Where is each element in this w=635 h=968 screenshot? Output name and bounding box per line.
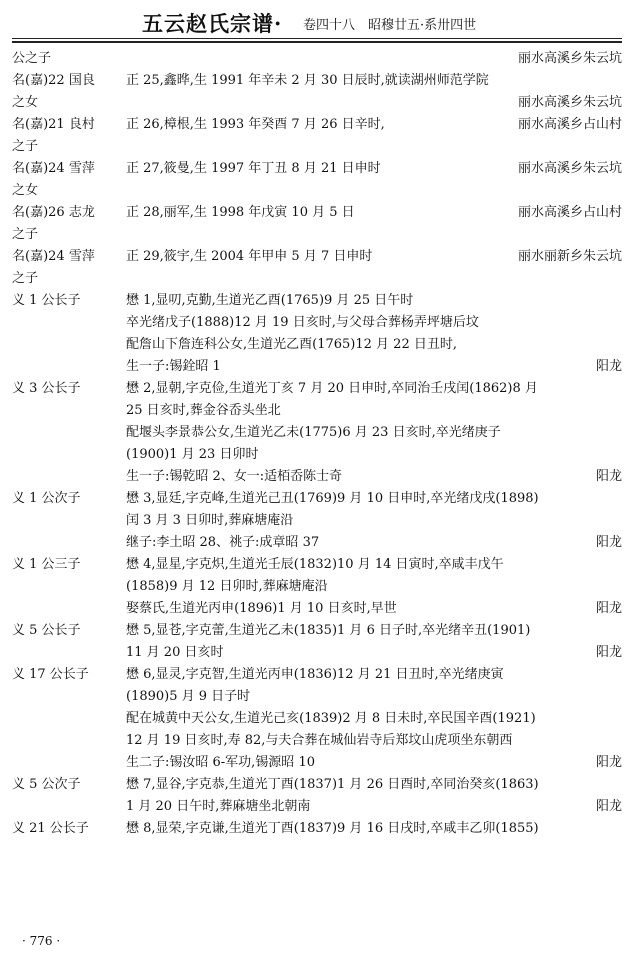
- entry-parent: [12, 114, 126, 158]
- parent-line: 名(嘉)26 志龙: [12, 205, 95, 220]
- entry-line: 1 月 20 日午时,葬麻塘坐北朝南: [126, 799, 311, 814]
- entry-parent: [12, 774, 126, 796]
- entry-line: 正 27,筱曼,生 1997 年丁丑 8 月 21 日申时: [126, 161, 381, 176]
- entry-body: [126, 290, 624, 378]
- entry-line: 配在城黄中天公女,生道光己亥(1839)2 月 8 日未时,卒民国辛酉(1921): [126, 711, 536, 726]
- entry-place: 丽水高溪乡朱云坑: [517, 95, 622, 110]
- entry-parent: [12, 554, 126, 576]
- entry-line: 配詹山下詹连科公女,生道光乙酉(1765)12 月 22 日丑时,: [126, 337, 457, 352]
- entry-line: 生一子:锡乾昭 2、女一:适栢岙陈士奇: [126, 469, 343, 484]
- entry-line: 闰 3 月 3 日卯时,葬麻塘庵沿: [126, 513, 294, 528]
- header-rule-thick: [12, 41, 622, 43]
- entry-parent: [12, 158, 126, 202]
- genealogy-entry: [12, 48, 624, 70]
- entry-line: 懋 2,显朝,字克俭,生道光丁亥 7 月 20 日申时,卒同治壬戌闰(1862)8 月: [126, 381, 538, 396]
- page-header: [0, 6, 635, 36]
- entry-line: 懋 4,显星,字克炽,生道光壬辰(1832)10 月 14 日寅时,卒咸丰戊午: [126, 557, 504, 572]
- genealogy-entry: [12, 620, 624, 664]
- genealogy-entry: [12, 818, 624, 840]
- parent-line: 名(嘉)24 雪萍: [12, 249, 95, 264]
- entry-place: 阳龙: [595, 645, 622, 660]
- parent-line: 之子: [12, 227, 39, 242]
- entry-body: [126, 70, 624, 114]
- entry-body: [126, 774, 624, 818]
- book-title: 五云赵氏宗谱·: [142, 11, 283, 36]
- entry-place: 丽水高溪乡占山村: [517, 117, 622, 132]
- genealogy-entry: [12, 202, 624, 246]
- parent-line: 之女: [12, 95, 39, 110]
- entry-body: [126, 664, 624, 774]
- entry-line: 懋 7,显谷,字克恭,生道光丁酉(1837)1 月 26 日酉时,卒同治癸亥(1863): [126, 777, 539, 792]
- entry-body: [126, 48, 624, 70]
- parent-line: 之子: [12, 139, 39, 154]
- genealogy-entries: [12, 48, 624, 840]
- genealogy-entry: [12, 378, 624, 488]
- entry-body: [126, 554, 624, 620]
- parent-line: 义 5 公次子: [12, 777, 81, 792]
- genealogy-entry: [12, 664, 624, 774]
- parent-line: 公之子: [12, 51, 52, 66]
- entry-parent: [12, 202, 126, 246]
- entry-line: (1900)1 月 23 日卯时: [126, 447, 259, 462]
- entry-line: 25 日亥时,葬金谷岙头坐北: [126, 403, 281, 418]
- parent-line: 义 21 公长子: [12, 821, 89, 836]
- entry-parent: [12, 246, 126, 290]
- parent-line: 义 3 公长子: [12, 381, 81, 396]
- entry-line: 懋 5,显苍,字克蕾,生道光乙未(1835)1 月 6 日子时,卒光绪辛丑(1901): [126, 623, 531, 638]
- parent-line: 义 1 公长子: [12, 293, 81, 308]
- entry-body: [126, 488, 624, 554]
- entry-parent: [12, 70, 126, 114]
- entry-parent: [12, 378, 126, 400]
- entry-body: [126, 620, 624, 664]
- entry-body: [126, 202, 624, 224]
- entry-line: 娶蔡氏,生道光丙申(1896)1 月 10 日亥时,早世: [126, 601, 397, 616]
- entry-body: [126, 818, 624, 840]
- entry-line: 懋 1,显叨,克勤,生道光乙酉(1765)9 月 25 日午时: [126, 293, 414, 308]
- volume-subtitle: 卷四十八 昭穆廿五·系卅四世: [303, 18, 477, 33]
- entry-line: 懋 8,显荣,字克谦,生道光丁酉(1837)9 月 16 日戌时,卒咸丰乙卯(1855): [126, 821, 539, 836]
- entry-place: 丽水高溪乡朱云坑: [517, 51, 622, 66]
- genealogy-entry: [12, 158, 624, 202]
- entry-body: [126, 246, 624, 268]
- entry-body: [126, 158, 624, 180]
- page-number: · 776 ·: [22, 934, 61, 948]
- parent-line: 名(嘉)24 雪萍: [12, 161, 95, 176]
- entry-line: 继子:李土昭 28、祧子:成章昭 37: [126, 535, 320, 550]
- entry-place: 丽水高溪乡占山村: [517, 205, 622, 220]
- parent-line: 名(嘉)21 良村: [12, 117, 95, 132]
- entry-body: [126, 114, 624, 136]
- genealogy-entry: [12, 290, 624, 378]
- parent-line: 义 1 公三子: [12, 557, 81, 572]
- genealogy-entry: [12, 488, 624, 554]
- entry-parent: [12, 290, 126, 312]
- entry-body: [126, 378, 624, 488]
- genealogy-entry: [12, 554, 624, 620]
- entry-line: 正 28,丽军,生 1998 年戊寅 10 月 5 日: [126, 205, 355, 220]
- genealogy-entry: [12, 774, 624, 818]
- entry-line: (1890)5 月 9 日子时: [126, 689, 251, 704]
- entry-line: 11 月 20 日亥时: [126, 645, 224, 660]
- parent-line: 之女: [12, 183, 39, 198]
- genealogy-entry: [12, 114, 624, 158]
- parent-line: 之子: [12, 271, 39, 286]
- genealogy-entry: [12, 246, 624, 290]
- entry-line: 生二子:锡汝昭 6-军功,锡源昭 10: [126, 755, 315, 770]
- entry-place: 丽水高溪乡朱云坑: [517, 161, 622, 176]
- entry-line: 配堰头李景恭公女,生道光乙未(1775)6 月 23 日亥时,卒光绪庚子: [126, 425, 501, 440]
- entry-place: 阳龙: [595, 359, 622, 374]
- entry-place: 阳龙: [595, 601, 622, 616]
- entry-line: 懋 6,显灵,字克智,生道光丙申(1836)12 月 21 日丑时,卒光绪庚寅: [126, 667, 504, 682]
- entry-place: 阳龙: [595, 755, 622, 770]
- genealogy-entry: [12, 70, 624, 114]
- entry-parent: [12, 818, 126, 840]
- entry-parent: [12, 620, 126, 642]
- entry-line: 懋 3,显廷,字克峰,生道光己丑(1769)9 月 10 日申时,卒光绪戊戌(1898): [126, 491, 539, 506]
- parent-line: 义 1 公次子: [12, 491, 81, 506]
- parent-line: 义 17 公长子: [12, 667, 89, 682]
- entry-line: 卒光绪戊子(1888)12 月 19 日亥时,与父母合葬杨弄坪塘后坟: [126, 315, 479, 330]
- entry-line: 正 26,樟根,生 1993 年癸酉 7 月 26 日辛时,: [126, 117, 385, 132]
- entry-place: 丽水丽新乡朱云坑: [517, 249, 622, 264]
- header-rule-thin: [12, 38, 622, 39]
- parent-line: 义 5 公长子: [12, 623, 81, 638]
- entry-line: (1858)9 月 12 日卯时,葬麻塘庵沿: [126, 579, 328, 594]
- entry-line: 正 29,筱宇,生 2004 年甲申 5 月 7 日申时: [126, 249, 373, 264]
- entry-parent: [12, 488, 126, 510]
- entry-line: 生一子:锡銓昭 1: [126, 359, 221, 374]
- entry-line: 正 25,鑫晔,生 1991 年辛未 2 月 30 日辰时,就读湖州师范学院: [126, 73, 489, 88]
- entry-parent: [12, 664, 126, 686]
- parent-line: 名(嘉)22 国良: [12, 73, 95, 88]
- entry-place: 阳龙: [595, 535, 622, 550]
- entry-parent: [12, 48, 126, 70]
- entry-place: 阳龙: [595, 799, 622, 814]
- entry-place: 阳龙: [595, 469, 622, 484]
- entry-line: 12 月 19 日亥时,寿 82,与夫合葬在城仙岩寺后郑坟山虎项坐东朝西: [126, 733, 513, 748]
